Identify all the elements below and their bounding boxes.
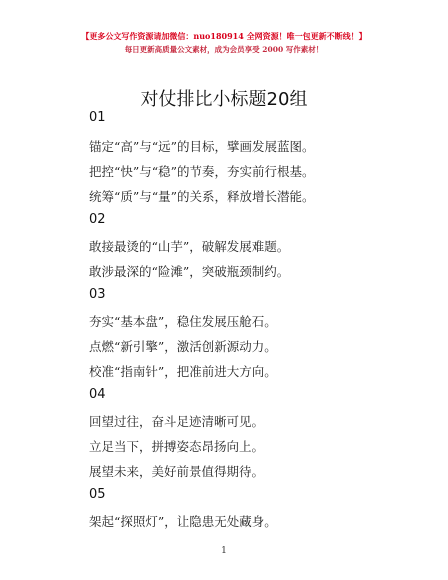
section-line: 锚定“高”与“远”的目标，擘画发展蓝图。: [89, 139, 315, 154]
section-line: 展望未来，美好前景值得期待。: [89, 464, 265, 479]
section-line: 夯实“基本盘”，稳住发展压舱石。: [89, 314, 277, 329]
section-number: 03: [89, 287, 106, 302]
page-number: 1: [221, 546, 227, 556]
section-line: 校准“指南针”，把准前进大方向。: [89, 364, 277, 379]
document-title: 对仗排比小标题20组: [140, 89, 308, 110]
promo-banner: [0, 30, 448, 56]
section-line: 把控“快”与“稳”的节奏，夯实前行根基。: [89, 164, 315, 179]
section-number: 04: [89, 387, 106, 402]
section-line: 统筹“质”与“量”的关系，释放增长潜能。: [89, 189, 315, 204]
section-line: 立足当下，拼搏姿态昂扬向上。: [89, 439, 265, 454]
section-number: 05: [89, 487, 106, 502]
section-number: 02: [89, 212, 106, 227]
section-line: 架起“探照灯”，让隐患无处藏身。: [89, 514, 277, 529]
section-line: 敢接最烫的“山芋”，破解发展难题。: [89, 239, 290, 254]
section-line: 回望过往，奋斗足迹清晰可见。: [89, 414, 265, 429]
section-line: 点燃“新引擎”，激活创新源动力。: [89, 339, 277, 354]
promo-banner-line-1: 【更多公文写作资源请加微信：nuo180914 全网资源！唯一包更新不断线！】: [81, 31, 367, 41]
promo-banner-line-2: 每日更新高质量公文素材，成为会员享受 2000 写作素材！: [124, 45, 324, 54]
section-number: 01: [89, 110, 106, 125]
section-line: 敢涉最深的“险滩”，突破瓶颈制约。: [89, 264, 290, 279]
